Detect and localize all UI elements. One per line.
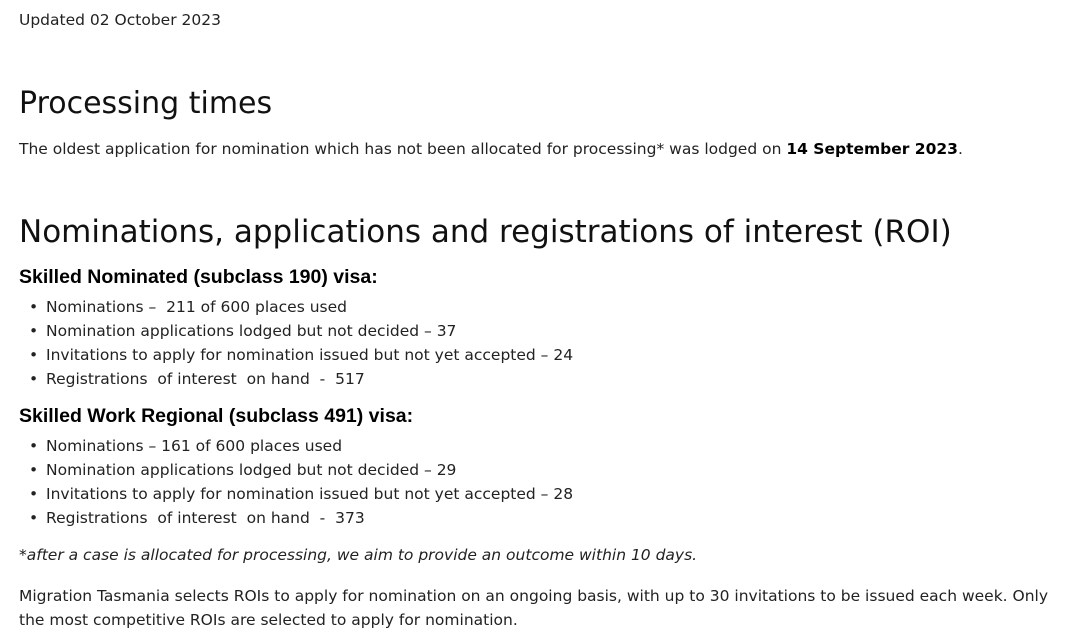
list-item [29, 436, 573, 460]
list-item-text: Nominations – 161 of 600 places used [46, 437, 343, 455]
subclass-190-title: Skilled Nominated (subclass 190) visa: [19, 266, 378, 288]
bullet-icon: • [29, 437, 39, 455]
bullet-icon: • [29, 298, 39, 316]
updated-date: Updated 02 October 2023 [19, 11, 221, 29]
processing-text-after: . [957, 140, 963, 158]
processing-text-before: The oldest application for nomination which has not been allocated for processing* was lodged on [19, 140, 787, 158]
list-item [29, 508, 573, 532]
list-item [29, 345, 573, 369]
list-item-text: Nomination applications lodged but not decided – 29 [46, 461, 457, 479]
list-item [29, 297, 573, 321]
bullet-icon: • [29, 485, 39, 503]
list-item-text: Invitations to apply for nomination issued but not yet accepted – 28 [46, 485, 574, 503]
bullet-icon: • [29, 509, 39, 527]
roi-selection-text: Migration Tasmania selects ROIs to apply for nomination on an ongoing basis, with up to 30 invitations to be issued each week. Only the most competitive ROIs are selected to apply for nomination. [19, 587, 1049, 629]
bullet-icon: • [29, 461, 39, 479]
bullet-icon: • [29, 322, 39, 340]
list-item-text: Nomination applications lodged but not decided – 37 [46, 322, 457, 340]
bullet-icon: • [29, 346, 39, 364]
nominations-heading: Nominations, applications and registrations of interest (ROI) [19, 214, 952, 250]
processing-times-text [19, 140, 963, 158]
list-item-text: Nominations – 211 of 600 places used [46, 298, 347, 316]
list-item-text: Registrations of interest on hand - 373 [46, 509, 365, 527]
list-item [29, 484, 573, 508]
subclass-491-title: Skilled Work Regional (subclass 491) visa: [19, 405, 414, 427]
list-item [29, 460, 573, 484]
processing-times-heading: Processing times [19, 86, 273, 121]
list-item [29, 321, 573, 345]
processing-footnote: *after a case is allocated for processing, we aim to provide an outcome within 10 days. [19, 546, 698, 564]
oldest-lodged-date: 14 September 2023 [786, 140, 958, 158]
subclass-190-list [29, 297, 573, 393]
subclass-491-list [29, 436, 573, 532]
bullet-icon: • [29, 370, 39, 388]
list-item-text: Invitations to apply for nomination issued but not yet accepted – 24 [46, 346, 574, 364]
list-item-text: Registrations of interest on hand - 517 [46, 370, 365, 388]
list-item [29, 369, 573, 393]
